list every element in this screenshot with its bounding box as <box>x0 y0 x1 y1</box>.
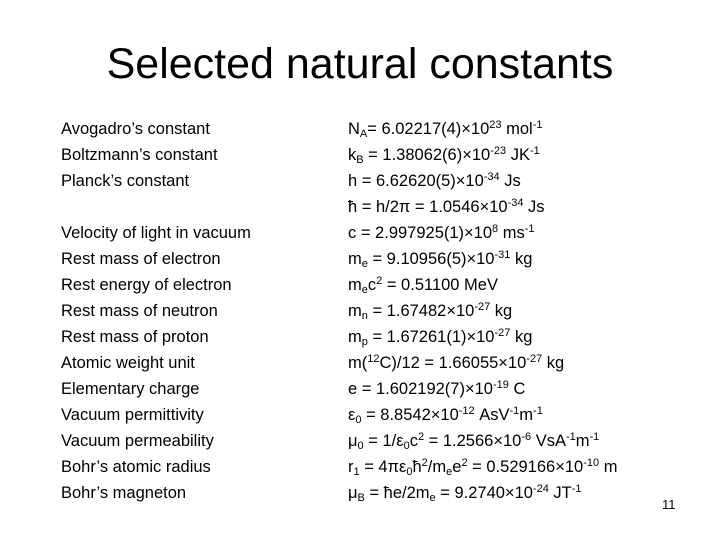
constant-name: Velocity of light in vacuum <box>61 224 251 242</box>
value-subscript: 1 <box>353 466 360 478</box>
constant-values-column <box>348 116 688 506</box>
value-text: c <box>409 432 418 450</box>
value-superscript: -34 <box>507 197 524 209</box>
value-text: kg <box>490 302 513 320</box>
value-text: Js <box>523 198 545 216</box>
value-text: kg <box>542 354 565 372</box>
value-superscript: 2 <box>461 457 468 469</box>
constant-value <box>348 350 688 376</box>
constant-name: Atomic weight unit <box>61 354 195 372</box>
value-superscript: -1 <box>532 119 543 131</box>
value-subscript: 0 <box>357 440 364 452</box>
value-text: ħ <box>412 458 422 476</box>
value-text: = 0.529166×10 <box>467 458 584 476</box>
value-superscript: -1 <box>589 431 600 443</box>
value-subscript: p <box>361 336 368 348</box>
value-text: JT <box>548 484 572 502</box>
constant-name: Elementary charge <box>61 380 200 398</box>
value-text: mol <box>501 120 533 138</box>
value-text: e <box>452 458 462 476</box>
value-superscript: -1 <box>533 405 543 417</box>
value-text: /m <box>427 458 447 476</box>
value-text: e = 1.602192(7)×10 <box>348 380 493 398</box>
value-subscript: 0 <box>355 414 362 426</box>
value-text: ε <box>348 406 356 424</box>
constant-value <box>348 402 688 428</box>
constant-value <box>348 220 688 246</box>
constant-value <box>348 454 688 480</box>
constant-name: Boltzmann’s constant <box>61 146 218 164</box>
constant-name: Bohr’s atomic radius <box>61 458 211 476</box>
value-superscript: -27 <box>474 301 491 313</box>
constant-names-column <box>61 116 331 506</box>
value-text: VsA <box>531 432 566 450</box>
constant-value <box>348 246 688 272</box>
constant-value <box>348 116 688 142</box>
constant-value <box>348 168 688 194</box>
value-superscript: -1 <box>509 405 520 417</box>
value-text: kg <box>510 250 533 268</box>
value-text: = ħe/2m <box>364 484 430 502</box>
value-superscript: -1 <box>524 223 535 235</box>
value-superscript: -27 <box>526 353 543 365</box>
value-text: m <box>348 250 362 268</box>
value-superscript: 2 <box>421 457 428 469</box>
value-text: = 8.8542×10 <box>361 406 459 424</box>
value-text: m <box>519 406 534 424</box>
value-text: = 1.38062(6)×10 <box>363 146 491 164</box>
constant-value <box>348 428 688 454</box>
value-text: ħ = h/2π = 1.0546×10 <box>348 198 508 216</box>
constant-name: Planck’s constant <box>61 172 190 190</box>
value-text: c = 2.997925(1)×10 <box>348 224 493 242</box>
value-text: μ <box>348 432 358 450</box>
constant-name: Rest mass of proton <box>61 328 209 346</box>
constant-value <box>348 272 688 298</box>
value-text: = 1.67261(1)×10 <box>367 328 495 346</box>
value-subscript: n <box>361 310 368 322</box>
value-superscript: -27 <box>494 327 511 339</box>
value-text: kg <box>510 328 533 346</box>
value-superscript: 2 <box>417 431 425 443</box>
constant-name: Vacuum permittivity <box>61 406 204 424</box>
value-text: C <box>508 380 526 398</box>
constant-value <box>348 376 688 402</box>
value-text: = 1.2566×10 <box>424 432 522 450</box>
value-text: = 4πε <box>359 458 407 476</box>
constant-name <box>61 194 331 220</box>
value-text: = 1.67482×10 <box>367 302 475 320</box>
value-text: Js <box>499 172 521 190</box>
value-subscript: e <box>446 466 453 478</box>
value-subscript: B <box>356 154 364 166</box>
value-text: = 9.2740×10 <box>435 484 533 502</box>
value-text: μ <box>348 484 358 502</box>
value-text: c <box>367 276 377 294</box>
value-superscript: 8 <box>492 223 499 235</box>
constant-value <box>348 324 688 350</box>
constant-name: Vacuum permeability <box>61 432 214 450</box>
value-superscript: 2 <box>376 275 383 287</box>
value-text: ms <box>498 224 525 242</box>
value-superscript: -23 <box>490 145 507 157</box>
value-superscript: -6 <box>521 431 532 443</box>
value-text: m( <box>348 354 368 372</box>
value-text: m <box>348 302 362 320</box>
value-subscript: B <box>357 492 365 504</box>
value-subscript: 0 <box>406 466 413 478</box>
value-text: = 1/ε <box>363 432 404 450</box>
value-text: = 0.51100 MeV <box>382 276 498 294</box>
value-superscript: -34 <box>483 171 500 183</box>
value-superscript: -24 <box>532 483 549 495</box>
value-text: k <box>348 146 357 164</box>
constant-name: Avogadro’s constant <box>61 120 210 138</box>
constant-name: Bohr’s magneton <box>61 484 187 502</box>
constant-name: Rest energy of electron <box>61 276 232 294</box>
constant-value <box>348 142 688 168</box>
value-text: m <box>599 458 618 476</box>
value-subscript: A <box>359 128 368 140</box>
value-text: = 6.02217(4)×10 <box>367 120 490 138</box>
constant-value <box>348 194 688 220</box>
value-superscript: -12 <box>458 405 475 417</box>
value-superscript: -10 <box>583 457 600 469</box>
value-text: m <box>348 328 362 346</box>
value-superscript: -1 <box>571 483 582 495</box>
value-subscript: e <box>361 258 368 270</box>
value-superscript: -1 <box>529 145 540 157</box>
constant-name: Rest mass of electron <box>61 250 221 268</box>
constant-name: Rest mass of neutron <box>61 302 218 320</box>
constant-value <box>348 298 688 324</box>
value-text: m <box>348 276 362 294</box>
value-subscript: 0 <box>403 440 410 452</box>
value-text: = 9.10956(5)×10 <box>367 250 495 268</box>
value-superscript: -31 <box>494 249 511 261</box>
slide-title: Selected natural constants <box>106 40 614 88</box>
value-text: h = 6.62620(5)×10 <box>348 172 484 190</box>
value-subscript: e <box>361 284 368 296</box>
value-text: m <box>575 432 590 450</box>
value-text: N <box>348 120 360 138</box>
value-subscript: e <box>429 492 436 504</box>
value-superscript: -19 <box>492 379 509 391</box>
page-number: 11 <box>662 497 676 512</box>
value-text: C)/12 = 1.66055×10 <box>379 354 527 372</box>
constant-value <box>348 480 688 506</box>
value-text: AsV <box>474 406 510 424</box>
value-text: r <box>348 458 354 476</box>
value-text: JK <box>506 146 530 164</box>
value-superscript: 23 <box>489 119 502 131</box>
value-superscript: -1 <box>565 431 576 443</box>
value-superscript: 12 <box>367 353 380 365</box>
